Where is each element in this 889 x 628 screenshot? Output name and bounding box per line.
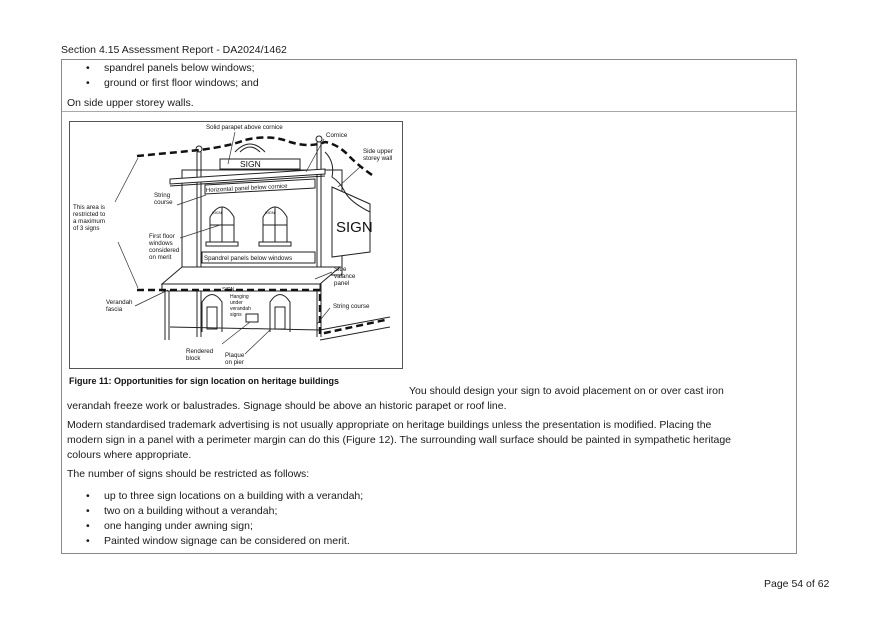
label-string-course-lower: String course [333,303,370,310]
bullet-icon: • [86,535,90,547]
svg-text:signs: signs [230,312,242,318]
svg-text:considered: considered [149,247,180,254]
label-area-restricted: This area is [73,204,105,211]
svg-text:valance: valance [334,273,356,280]
label-side-upper: Side upper [363,148,393,155]
figure-heritage-building [69,121,403,369]
content-table: • spandrel panels below windows; • ground or first floor windows; and On side upper storey walls. Solid parapet above cornice Cornice Side upper storey wall String course This area is restricted to a maximum of 3 signs First floor windows considered on merit Spandrel panels below windows Side valance panel Hanging under verandah signs Verandah fascia String course Rendered block Plaque on pier SIGN SIGN SIGN SIGN Horizontal panel below cornice SIGN Figure 11: Opportunities for sign location on heritage buildings You should design your sign to avoid placement on or over cast iron verandah freeze work or balustrades. Signage should be above an historic parapet or roof line. Modern standardised trademark advertising is not usually appropriate on heritage buildings unless the presentation is modified. Placing the modern sign in a panel with a perimeter margin can do this (Figure 12). The surrounding wall surface should be painted in sympathetic heritage colours where appropriate. The number of signs should be restricted as follows: • up to three sign locations on a building with a verandah; • two on a building without a verandah; • one hanging under awning sign; • Painted window signage can be considered on merit. [61,59,797,554]
label-parapet: Solid parapet above cornice [206,124,283,131]
figure-caption: Figure 11: Opportunities for sign location on heritage buildings [69,376,340,386]
paragraph-3: The number of signs should be restricted as follows: [67,468,310,480]
label-verandah-sign: SIGN [222,287,235,293]
bullet-icon: • [86,520,90,532]
svg-text:storey wall: storey wall [363,155,393,162]
paragraph-1-line-2: verandah freeze work or balustrades. Signage should be above an historic parapet or roof line. [67,400,507,412]
paragraph-2-line-3: colours where appropriate. [67,449,192,461]
label-side-sign: SIGN [336,219,373,236]
label-side-valance: Side [334,266,347,273]
svg-text:fascia: fascia [106,306,123,313]
svg-text:windows: windows [149,240,173,247]
label-first-floor: First floor [149,233,175,240]
label-cornice: Cornice [326,132,348,139]
svg-text:block: block [186,355,201,362]
svg-text:on merit: on merit [149,254,172,261]
svg-text:on pier: on pier [225,359,244,366]
page-number: Page 54 of 62 [764,578,830,590]
svg-text:panel: panel [334,280,350,287]
svg-text:restricted to: restricted to [73,211,106,218]
bullet-icon: • [86,490,90,502]
label-plaque: Plaque [225,352,245,359]
label-horizontal-panel: Horizontal panel below cornice [205,183,288,194]
table-row-1: • spandrel panels below windows; • ground or first floor windows; and On side upper storey walls. [62,60,796,112]
svg-text:of 3 signs: of 3 signs [73,225,100,232]
label-hanging: Hanging [230,294,249,300]
svg-text:course: course [154,199,173,206]
bullet-icon: • [86,62,90,74]
label-spandrel: Spandrel panels below windows [204,255,293,262]
label-sign-top: SIGN [240,159,261,169]
bullet-icon: • [86,505,90,517]
paragraph-2-line-2: modern sign in a panel with a perimeter margin can do this (Figure 12). The surrounding wall surface should be painted in sympathetic heritage [67,434,732,446]
label-verandah-fascia: Verandah [106,299,133,306]
building-diagram [70,122,402,368]
svg-text:SIGN: SIGN [265,210,275,215]
document-header: Section 4.15 Assessment Report - DA2024/1462 [61,44,287,56]
bullet-icon: • [86,77,90,89]
svg-text:verandah: verandah [230,306,251,312]
label-rendered-block: Rendered [186,348,214,355]
paragraph-side-walls: On side upper storey walls. [67,97,194,109]
svg-text:a maximum: a maximum [73,218,105,225]
paragraph-1-line-1: You should design your sign to avoid placement on or over cast iron [409,385,724,397]
paragraph-2-line-1: Modern standardised trademark advertising is not usually appropriate on heritage buildings unless the presentation is modified. Placing the [67,419,712,431]
label-string-course: String [154,192,171,199]
label-window-sign: SIGN [212,210,222,215]
svg-text:under: under [230,300,243,306]
